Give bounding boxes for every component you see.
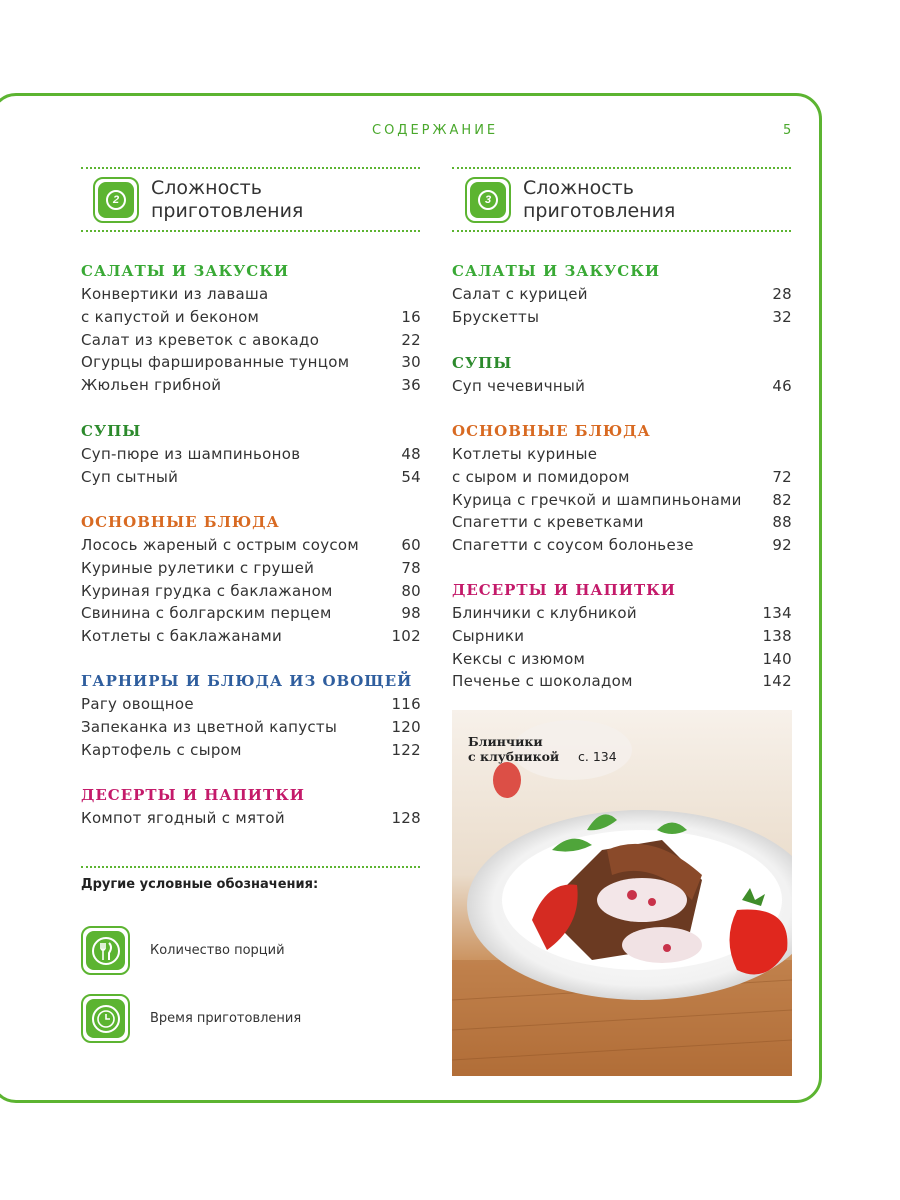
- photo-caption-line1: Блинчики: [468, 734, 543, 749]
- divider: [81, 167, 420, 169]
- entry-page: 142: [762, 672, 792, 691]
- entry-name: Котлеты с баклажанами: [81, 627, 283, 646]
- entry-page: 16: [401, 307, 421, 326]
- toc-entry[interactable]: [452, 443, 792, 466]
- clock-icon: [91, 1004, 121, 1034]
- entry-page: 36: [401, 376, 421, 395]
- toc-entry[interactable]: [452, 283, 792, 306]
- toc-section-soups: [452, 352, 792, 398]
- entry-page: 116: [391, 695, 421, 713]
- toc-section-sides: [81, 670, 421, 761]
- toc-entry[interactable]: [81, 693, 421, 716]
- entry-name: Котлеты куриные: [452, 445, 598, 463]
- section-title: ОСНОВНЫЕ БЛЮДА: [81, 513, 280, 531]
- entry-page: 48: [401, 445, 421, 463]
- entry-page: 60: [401, 536, 421, 554]
- difficulty-label-line1: Сложность: [523, 177, 634, 199]
- toc-section-salads: [81, 260, 421, 397]
- entry-name: Суп чечевичный: [452, 377, 586, 395]
- page-number: 5: [783, 123, 792, 138]
- difficulty-header-left: [93, 177, 303, 223]
- entry-page: 80: [401, 581, 421, 600]
- toc-entry[interactable]: [81, 580, 421, 603]
- toc-entry[interactable]: [452, 625, 792, 648]
- divider: [81, 230, 420, 232]
- entry-page: 30: [401, 353, 421, 372]
- toc-entry[interactable]: [81, 807, 421, 830]
- toc-entry[interactable]: [81, 306, 421, 329]
- entry-page: 102: [391, 627, 421, 646]
- difficulty-header-right: [465, 177, 675, 223]
- entry-name: Куриные рулетики с грушей: [81, 558, 315, 577]
- legend-badge: [81, 994, 130, 1043]
- divider: [452, 167, 791, 169]
- toc-entry[interactable]: [81, 557, 421, 580]
- pancakes-image: [452, 710, 792, 1076]
- toc-entry[interactable]: [81, 466, 421, 489]
- entry-name: Огурцы фаршированные тунцом: [81, 353, 350, 372]
- entry-name: Картофель с сыром: [81, 740, 242, 759]
- legend-label: Время приготовления: [150, 1011, 302, 1026]
- section-title: СУПЫ: [81, 422, 142, 440]
- difficulty-level: 2: [106, 190, 126, 210]
- entry-page: 28: [772, 285, 792, 303]
- entry-name: Свинина с болгарским перцем: [81, 604, 332, 623]
- section-title: ДЕСЕРТЫ И НАПИТКИ: [452, 581, 676, 599]
- toc-entry[interactable]: [81, 443, 421, 466]
- legend-time: [81, 994, 301, 1043]
- section-title: ОСНОВНЫЕ БЛЮДА: [452, 422, 651, 440]
- entry-name: с сыром и помидором: [452, 467, 630, 486]
- section-title: ГАРНИРЫ И БЛЮДА ИЗ ОВОЩЕЙ: [81, 672, 413, 690]
- entry-name: Лосось жареный с острым соусом: [81, 536, 360, 554]
- entry-name: Брускетты: [452, 307, 540, 326]
- entry-page: 72: [772, 467, 792, 486]
- toc-entry[interactable]: [452, 511, 792, 534]
- toc-section-mains: [452, 420, 792, 557]
- toc-entry[interactable]: [81, 283, 421, 306]
- entry-page: 128: [391, 809, 421, 827]
- toc-entry[interactable]: [452, 670, 792, 693]
- entry-name: Рагу овощное: [81, 695, 194, 713]
- dish-photo: [452, 710, 792, 1076]
- section-title: САЛАТЫ И ЗАКУСКИ: [81, 262, 290, 280]
- toc-entry[interactable]: [452, 375, 792, 398]
- entry-name: Суп сытный: [81, 467, 179, 486]
- toc-entry[interactable]: [81, 534, 421, 557]
- entry-name: Кексы с изюмом: [452, 649, 586, 668]
- page-title: СОДЕРЖАНИЕ: [372, 123, 499, 138]
- difficulty-badge: [465, 177, 511, 223]
- legend-label: Количество порций: [150, 943, 285, 958]
- entry-page: 88: [772, 513, 792, 532]
- entry-page: 92: [772, 536, 792, 555]
- entry-name: Печенье с шоколадом: [452, 672, 633, 691]
- toc-entry[interactable]: [81, 374, 421, 397]
- entry-page: 82: [772, 490, 792, 509]
- entry-name: Конвертики из лаваша: [81, 285, 269, 303]
- photo-caption-line2: с клубникой: [468, 749, 560, 764]
- legend-title: Другие условные обозначения:: [81, 877, 319, 892]
- legend-badge: [81, 926, 130, 975]
- photo-page-ref: с. 134: [578, 749, 617, 764]
- entry-name: Куриная грудка с баклажаном: [81, 581, 333, 600]
- fork-knife-icon: [91, 936, 121, 966]
- difficulty-level: 3: [478, 190, 498, 210]
- entry-name: Блинчики с клубникой: [452, 604, 637, 622]
- toc-entry[interactable]: [452, 648, 792, 671]
- entry-name: Спагетти с креветками: [452, 513, 644, 532]
- difficulty-label-line2: приготовления: [151, 200, 304, 222]
- entry-name: Суп-пюре из шампиньонов: [81, 445, 301, 463]
- toc-section-salads: [452, 260, 792, 329]
- entry-page: 134: [762, 604, 792, 622]
- toc-entry[interactable]: [81, 739, 421, 762]
- section-title: САЛАТЫ И ЗАКУСКИ: [452, 262, 661, 280]
- entry-page: 32: [772, 307, 792, 326]
- toc-section-desserts: [81, 784, 421, 830]
- entry-page: 98: [401, 604, 421, 623]
- entry-name: Курица с гречкой и шампиньонами: [452, 490, 742, 509]
- section-title: ДЕСЕРТЫ И НАПИТКИ: [81, 786, 305, 804]
- entry-page: 46: [772, 377, 792, 395]
- toc-entry[interactable]: [452, 534, 792, 557]
- toc-entry[interactable]: [452, 306, 792, 329]
- difficulty-label-line1: Сложность: [151, 177, 262, 199]
- toc-entry[interactable]: [81, 351, 421, 374]
- toc-section-desserts: [452, 579, 792, 693]
- toc-entry[interactable]: [452, 466, 792, 489]
- entry-page: 22: [401, 330, 421, 349]
- divider: [81, 866, 420, 868]
- toc-entry[interactable]: [81, 329, 421, 352]
- entry-name: Сырники: [452, 626, 525, 645]
- entry-page: 122: [391, 740, 421, 759]
- toc-entry[interactable]: [81, 625, 421, 648]
- entry-page: 140: [762, 649, 792, 668]
- page-header: [0, 123, 820, 143]
- entry-name: Спагетти с соусом болоньезе: [452, 536, 694, 555]
- entry-name: Компот ягодный с мятой: [81, 809, 285, 827]
- toc-entry[interactable]: [81, 602, 421, 625]
- difficulty-label-line2: приготовления: [523, 200, 676, 222]
- entry-page: 78: [401, 558, 421, 577]
- toc-entry[interactable]: [452, 602, 792, 625]
- entry-name: Салат с курицей: [452, 285, 588, 303]
- entry-page: 138: [762, 626, 792, 645]
- entry-page: 54: [401, 467, 421, 486]
- legend-servings: [81, 926, 285, 975]
- entry-name: Салат из креветок с авокадо: [81, 330, 320, 349]
- entry-name: Жюльен грибной: [81, 376, 222, 395]
- toc-entry[interactable]: [452, 489, 792, 512]
- toc-section-mains: [81, 511, 421, 648]
- toc-section-soups: [81, 420, 421, 489]
- section-title: СУПЫ: [452, 354, 513, 372]
- divider: [452, 230, 791, 232]
- toc-entry[interactable]: [81, 716, 421, 739]
- entry-name: с капустой и беконом: [81, 307, 260, 326]
- photo-caption: [468, 734, 559, 764]
- entry-name: Запеканка из цветной капусты: [81, 717, 338, 736]
- difficulty-badge: [93, 177, 139, 223]
- entry-page: 120: [391, 717, 421, 736]
